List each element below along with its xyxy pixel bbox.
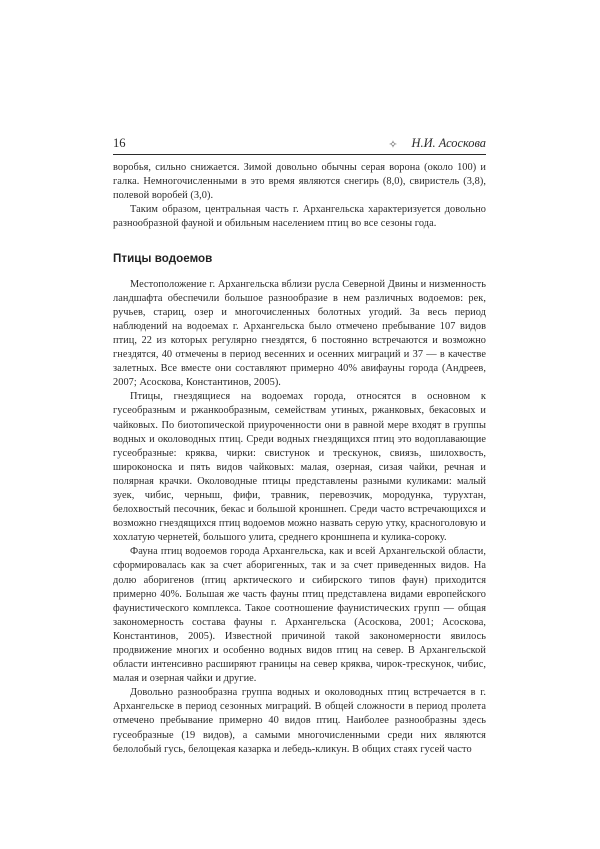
running-header-right [388, 136, 486, 151]
paragraph: Довольно разнообразна группа водных и околоводных птиц встречается в г. Архангельске в период сезонных миграций. В общей сложности в период пролета отмечено пребывание примерно 40 видов птиц. Наиболее разнообразны здесь гусеобразные (19 видов), а самыми многочисленными среди них являются белолобый гусь, белощекая казарка и лебедь-кликун. В общих стаях гусей часто [113, 687, 486, 755]
paragraph: Местоположение г. Архангельска вблизи русла Северной Двины и низменность ландшафта обеспечили большое разнообразие в нем различных водоемов: рек, ручьев, стариц, озер и многочисленных болотных угодий. За весь период наблюдений на водоемах г. Архангельска было отмечено пребывание 107 видов птиц, 22 из которых регулярно гнездятся, 6 постоянно встречаются и возможно гнездятся, 40 отмечены в период весенних и осенних миграций и 37 — в качестве залетных. Все вместе они составляют примерно 40% авифауны города (Андреев, 2007; Асоскова, Константинов, 2005). [113, 278, 486, 389]
paragraph: Таким образом, центральная часть г. Архангельска характеризуется довольно разнообразной фауной и обильным населением птиц во все сезоны года. [113, 204, 486, 230]
running-header [113, 137, 486, 155]
paragraph: Птицы, гнездящиеся на водоемах города, относятся в основном к гусеобразным и ржанкообразным, семействам утиных, ржанковых, бекасовых и чайковых. По биотопической приуроченности они в равной мере входят в группы водных и околоводных птиц. Среди водных гнездящихся птиц это водоплавающие гусеобразные: кряква, чирки: свистунок и трескунок, свиязь, шилохвость, широконоска и пять видов чайковых: малая, озерная, сизая чайки, речная и полярная крачки. Околоводные птицы представлены разными куликами: малый зуек, чибис, черныш, фифи, травник, перевозчик, мородунка, турухтан, белохвостый песочник, бекас и большой кроншнеп. Среди часто встречающихся и возможно гнездящихся птиц водоемов можно назвать серую утку, красноголовую и хохлатую чернетей, большого улита, среднего кроншнепа и кулика-сороку. [113, 391, 486, 544]
paragraph-continued: воробья, сильно снижается. Зимой довольно обычны серая ворона (около 100) и галка. Немногочисленными в это время являются снегирь (8,0), свиристель (3,8), полевой воробей (3,0). [113, 162, 486, 202]
page-number: 16 [113, 136, 126, 150]
section-heading: Птицы водоемов [113, 252, 213, 266]
diamond-ornament-icon: ✧ [388, 139, 398, 151]
author-name: Н.И. Асоскова [411, 136, 486, 150]
paragraph: Фауна птиц водоемов города Архангельска, как и всей Архангельской области, сформировалась как за счет аборигенных, так и за счет приведенных видов. На долю аборигенов (птиц арктического и сибирского типов фаун) приходится примерно 40%. Большая же часть фауны птиц представлена видами европейского фаунистического комплекса. Такое соотношение фаунистических групп — общая закономерность состава фауны г. Архангельска (Асоскова, 2001; Асоскова, Константинов, 2005). Известной причиной такой закономерности явилось продвижение многих и особенно водных видов птиц на север. В Архангельской области интенсивно расширяют границы на север кряква, чирок-трескунок, чибис, малая и озерная чайки и другие. [113, 546, 486, 685]
page-body [113, 161, 486, 757]
book-page [113, 137, 486, 757]
